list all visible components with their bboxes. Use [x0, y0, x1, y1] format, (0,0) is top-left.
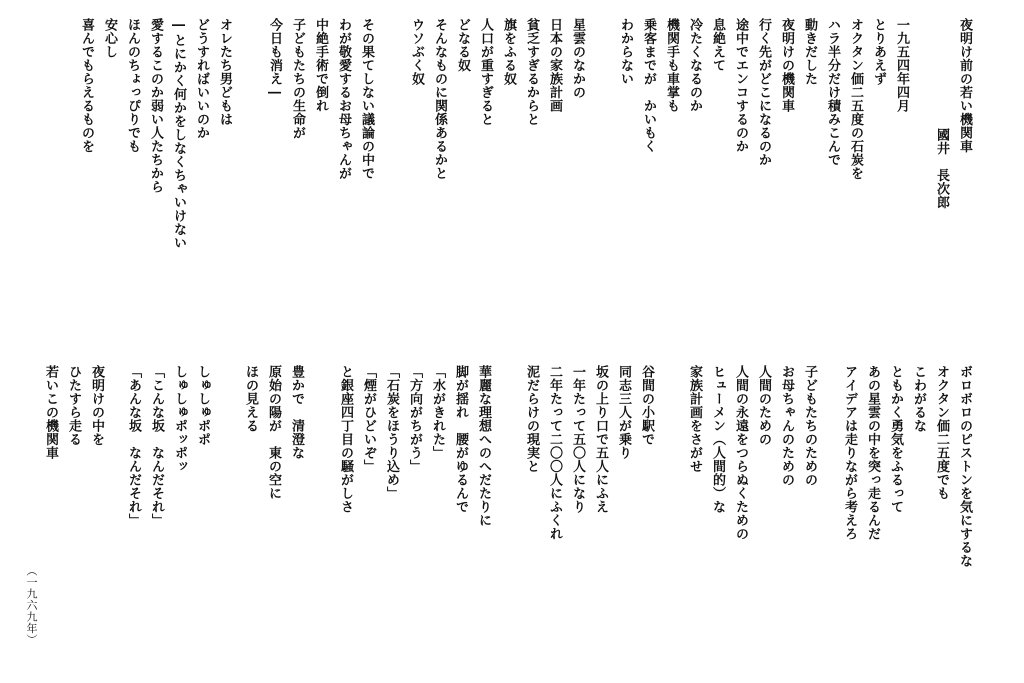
lower-line-16: 一年たって五〇人になり [570, 365, 585, 514]
upper-line-12: 乗客までが かいもく [641, 18, 656, 153]
lower-line-5: あの星雲の中を突っ走るんだ [865, 365, 880, 541]
lower-line-20: 脚が揺れ 腰がゆるんで [453, 365, 468, 514]
upper-line-21: ウソぶく奴 [409, 18, 424, 86]
lower-line-22: 「方向がちがう」 [407, 365, 422, 473]
upper-line-22: その果てしない議論の中で [359, 18, 374, 180]
upper-line-29: ―とにかく何かをしなくちゃいけない [171, 18, 186, 250]
upper-line-14: 星雲のなかの [570, 18, 585, 99]
lower-line-15: 坂の上り口で五人にふえ [593, 365, 608, 514]
lower-line-10: 人間の永遠をつらぬくための [733, 365, 748, 541]
lower-line-7: 子どもたちのための [802, 365, 817, 487]
upper-line-3: オクタン価二五度の石炭を [848, 18, 863, 180]
lower-line-1: ボロボロのピストンを気にするな [957, 365, 972, 568]
upper-line-4: ハラ半分だけ積みこんで [825, 18, 840, 167]
lower-line-21: 「水がきれた」 [430, 365, 445, 460]
lower-line-29: しゅしゅポポ [195, 365, 210, 446]
lower-line-32: 「あんな坂 なんだそれ」 [126, 365, 141, 527]
poem-title: 夜明け前の若い機関車 [957, 18, 972, 153]
upper-line-9: 息絶えて [710, 18, 725, 72]
poem-author: 國井 長次郎 [934, 128, 949, 209]
lower-line-4: ともかく勇気をふるって [888, 365, 903, 514]
poem-date: （一九六九年） [25, 565, 38, 646]
upper-line-18: 人口が重すぎると [478, 18, 493, 126]
lower-line-2: オクタン価二五度でも [934, 365, 949, 500]
upper-line-30: 愛するこのか弱い人たちから [148, 18, 163, 194]
lower-line-11: ヒューメン（人間的）な [710, 365, 725, 514]
upper-line-20: そんなものに関係あるかと [432, 18, 447, 180]
upper-line-6: 夜明けの機関車 [779, 18, 794, 113]
lower-line-33: 夜明けの中を [89, 365, 104, 446]
lower-line-30: しゅしゅポッポッ [172, 365, 187, 473]
upper-line-24: 中絶手術で倒れ [313, 18, 328, 113]
lower-line-27: 原始の陽が 東の空に [266, 365, 281, 500]
lower-line-28: ほの見える [243, 365, 258, 433]
upper-line-19: どなる奴 [455, 18, 470, 72]
upper-line-25: 子どもたちの生命が [290, 18, 305, 140]
lower-line-13: 谷間の小駅で [639, 365, 654, 446]
upper-line-26: 今日も消え― [267, 18, 282, 101]
lower-line-18: 泥だらけの現実と [524, 365, 539, 473]
lower-line-24: 「煙がひどいぞ」 [361, 365, 376, 473]
lower-line-9: 人間のための [756, 365, 771, 446]
lower-line-35: 若いこの機関車 [43, 365, 58, 460]
lower-line-8: お母ちゃんのための [779, 365, 794, 487]
lower-line-3: こわがるな [911, 365, 926, 433]
upper-line-16: 貧乏すぎるからと [524, 18, 539, 126]
upper-line-17: 旗をふる奴 [501, 18, 516, 86]
lower-line-14: 同志三人が乗り [616, 365, 631, 460]
upper-line-27: オレたち男どもは [217, 18, 232, 126]
upper-line-23: わが敬愛するお母ちゃんが [336, 18, 351, 180]
lower-line-23: 「石炭をほうり込め」 [384, 365, 399, 500]
upper-line-10: 冷たくなるのか [687, 18, 702, 113]
lower-line-31: 「こんな坂 なんだそれ」 [149, 365, 164, 527]
lower-line-26: 豊かで 清澄な [289, 365, 304, 460]
lower-line-12: 家族計画をさがせ [687, 365, 702, 473]
lower-line-19: 華麗な理想へのへだたりに [476, 365, 491, 527]
lower-line-25: と銀座四丁目の騒がしさ [338, 365, 353, 514]
upper-line-13: わからない [618, 18, 633, 86]
upper-line-2: とりあえず [871, 18, 886, 86]
upper-line-31: ほんのちょっぴりでも [125, 18, 140, 153]
upper-line-32: 安心し [102, 18, 117, 59]
lower-line-34: ひたすら走る [66, 365, 81, 446]
upper-line-1: 一九五四年四月 [894, 18, 909, 113]
upper-line-33: 喜んでもらえるものを [79, 18, 94, 153]
lower-line-17: 二年たって二〇〇人にふくれ [547, 365, 562, 541]
lower-line-6: アイデアは走りながら考えろ [842, 365, 857, 541]
upper-line-7: 行く先がどこになるのか [756, 18, 771, 167]
upper-line-8: 途中でエンコするのか [733, 18, 748, 153]
upper-line-11: 機関手も車掌も [664, 18, 679, 113]
upper-line-5: 動きだした [802, 18, 817, 86]
upper-line-28: どうすればいいのか [194, 18, 209, 140]
upper-line-15: 日本の家族計画 [547, 18, 562, 113]
